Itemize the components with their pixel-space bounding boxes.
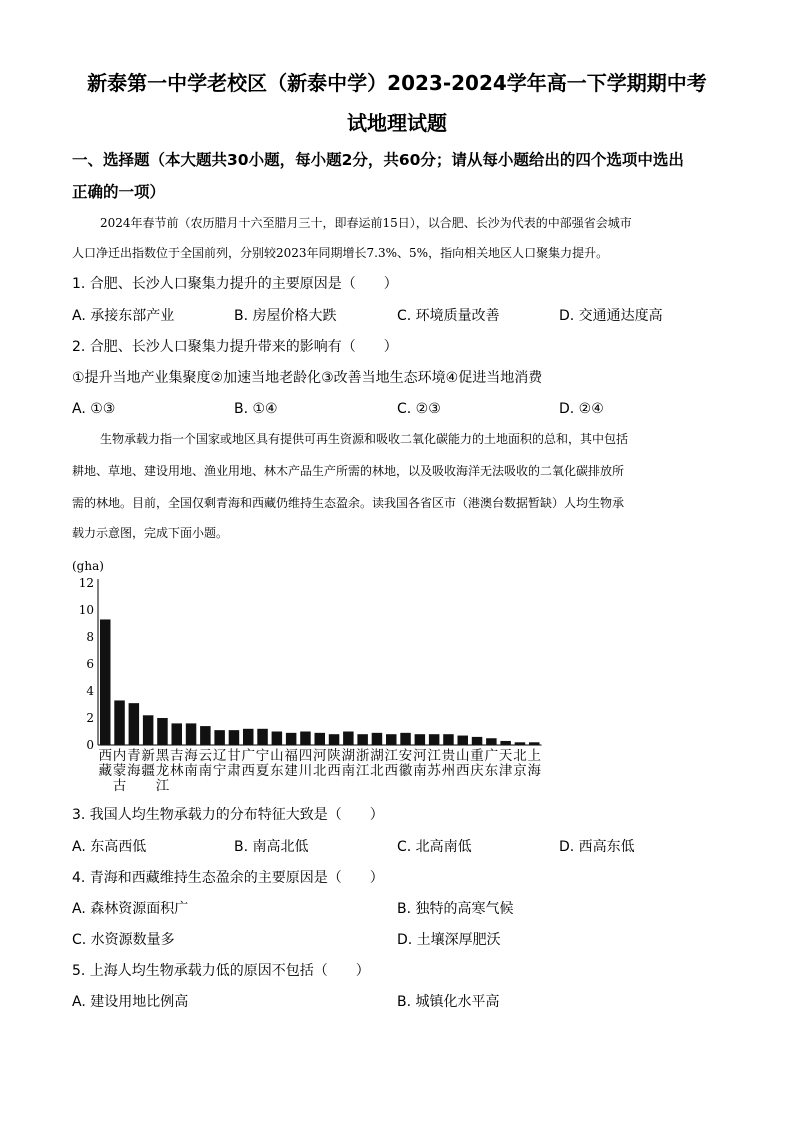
x-tick-label-char: 夏 <box>255 763 270 779</box>
q1-option-d[interactable]: D. 交通通达度高 <box>559 308 663 324</box>
q2-stem: 2. 合肥、长沙人口聚集力提升带来的影响有（ ） <box>72 339 398 355</box>
q5-stem: 5. 上海人均生物承载力低的原因不包括（ ） <box>72 963 370 979</box>
q3-option-d[interactable]: D. 西高东低 <box>559 839 635 855</box>
x-tick-label-char: 藏 <box>98 763 112 779</box>
x-tick-label-char: 辽 <box>212 748 227 764</box>
x-tick-label-char: 上 <box>527 748 541 764</box>
x-tick-label-char: 广 <box>241 748 255 764</box>
bar <box>172 723 183 745</box>
y-tick-label: 4 <box>86 684 94 698</box>
y-tick-label: 2 <box>86 711 94 725</box>
bar <box>486 738 497 745</box>
x-tick-label-char: 东 <box>270 763 284 779</box>
q3-option-b[interactable]: B. 南高北低 <box>234 839 309 855</box>
x-tick-label-char: 北 <box>513 748 527 764</box>
x-tick-label-char: 广 <box>484 748 499 764</box>
x-tick-label-char: 京 <box>513 763 527 779</box>
y-tick-label: 8 <box>86 630 94 644</box>
bar <box>186 723 197 745</box>
x-tick-label-char: 浙 <box>355 748 370 764</box>
x-tick-label-char: 徽 <box>398 763 413 779</box>
bar <box>515 742 526 745</box>
bar <box>272 732 283 746</box>
bar <box>357 734 368 745</box>
exam-title-line1: 新泰第一中学老校区（新泰中学）2023-2024学年高一下学期期中考 <box>87 71 707 95</box>
y-tick-label: 12 <box>78 576 94 590</box>
x-tick-label-char: 四 <box>298 748 313 764</box>
bar <box>257 729 268 745</box>
q4-options-row1 <box>72 899 732 919</box>
x-tick-label-char: 福 <box>284 748 298 764</box>
q2-option-d[interactable]: D. ②④ <box>559 401 604 417</box>
x-tick-label-char: 南 <box>198 763 213 779</box>
x-tick-label-char: 北 <box>370 763 384 779</box>
bar <box>415 734 426 745</box>
bar <box>129 703 140 745</box>
x-tick-label-char: 江 <box>155 778 170 794</box>
section-heading-line1: 一、选择题（本大题共30小题，每小题2分，共60分；请从每小题给出的四个选项中选出 <box>72 151 684 169</box>
x-tick-label-char: 内 <box>112 748 127 764</box>
x-tick-label-char: 江 <box>427 748 441 764</box>
q2-option-b[interactable]: B. ①④ <box>234 401 278 417</box>
bar <box>343 732 354 746</box>
bar <box>286 733 297 745</box>
q5-option-a[interactable]: A. 建设用地比例高 <box>72 994 189 1010</box>
x-tick-label-char: 甘 <box>227 748 241 764</box>
x-tick-label-char: 安 <box>398 748 413 764</box>
q2-option-a[interactable]: A. ①③ <box>72 401 116 417</box>
x-tick-label-char: 宁 <box>255 748 270 764</box>
x-tick-label-char: 天 <box>498 748 513 764</box>
x-tick-label-char: 西 <box>327 763 341 779</box>
bar <box>214 730 225 745</box>
q3-stem: 3. 我国人均生物承载力的分布特征大致是（ ） <box>72 807 384 823</box>
bar <box>386 734 397 745</box>
x-tick-label-char: 肃 <box>227 763 241 779</box>
bar <box>114 700 125 745</box>
bar <box>500 741 511 745</box>
x-tick-label-char: 海 <box>527 763 541 779</box>
bar <box>329 734 340 745</box>
bar <box>400 733 411 745</box>
x-tick-label-char: 川 <box>298 763 313 779</box>
x-tick-label-char: 海 <box>127 763 141 779</box>
y-tick-label: 0 <box>86 738 94 752</box>
bar <box>157 718 168 745</box>
x-tick-label-char: 江 <box>355 763 370 779</box>
passage2-line4: 载力示意图，完成下面小题。 <box>72 526 229 540</box>
bar <box>300 732 311 746</box>
x-tick-label-char: 海 <box>184 748 198 764</box>
x-tick-label-char: 重 <box>470 748 484 764</box>
passage2-line1 <box>72 424 732 456</box>
biocapacity-bar-chart <box>68 556 541 802</box>
x-tick-label-char: 西 <box>98 748 112 764</box>
q4-option-c[interactable]: C. 水资源数量多 <box>72 932 175 948</box>
q4-option-b[interactable]: B. 独特的高寒气候 <box>397 901 514 917</box>
x-tick-label-char: 湖 <box>370 748 384 764</box>
q1-option-c[interactable]: C. 环境质量改善 <box>397 308 500 324</box>
x-tick-label-char: 青 <box>127 748 141 764</box>
passage1-line1-text: 2024年春节前（农历腊月十六至腊月三十，即春运前15日），以合肥、长沙为代表的中部强省会城市 <box>100 216 632 230</box>
bar <box>200 726 211 745</box>
x-tick-label-char: 东 <box>484 763 499 779</box>
x-tick-label-char: 宁 <box>212 763 227 779</box>
passage2-line1-text: 生物承载力指一个国家或地区具有提供可再生资源和吸收二氧化碳能力的土地面积的总和，其中包括 <box>100 432 629 446</box>
x-tick-label-char: 新 <box>141 748 155 764</box>
x-tick-label-char: 山 <box>270 748 284 764</box>
x-tick-label-char: 疆 <box>141 763 155 779</box>
bar <box>100 619 111 745</box>
bar <box>472 737 483 745</box>
passage2-line2: 耕地、草地、建设用地、渔业用地、林木产品生产所需的林地，以及吸收海洋无法吸收的二氧化碳排放所 <box>72 464 625 478</box>
x-tick-label-char: 蒙 <box>112 763 127 779</box>
x-tick-label-char: 河 <box>313 748 327 764</box>
bar <box>143 715 154 745</box>
y-axis-unit-label: (gha) <box>72 559 104 573</box>
x-tick-label-char: 陕 <box>327 748 341 764</box>
y-tick-label: 10 <box>78 603 94 617</box>
x-tick-label-char: 津 <box>498 763 513 779</box>
x-tick-label-char: 南 <box>184 763 198 779</box>
q4-stem: 4. 青海和西藏维持生态盈余的主要原因是（ ） <box>72 870 384 886</box>
bar <box>229 730 240 745</box>
x-tick-label-char: 黑 <box>155 748 170 764</box>
q3-option-a[interactable]: A. 东高西低 <box>72 839 147 855</box>
q4-option-a[interactable]: A. 森林资源面积广 <box>72 901 189 917</box>
x-tick-label-char: 南 <box>413 763 427 779</box>
x-tick-label-char: 龙 <box>155 763 170 779</box>
x-tick-label-char: 建 <box>284 763 298 779</box>
section-heading-line2: 正确的一项） <box>72 183 166 201</box>
exam-title-line2: 试地理试题 <box>347 111 447 135</box>
q1-option-b[interactable]: B. 房屋价格大跌 <box>234 308 337 324</box>
x-tick-label-char: 州 <box>441 763 456 779</box>
x-tick-label-char: 庆 <box>470 763 484 779</box>
y-tick-label: 6 <box>86 657 94 671</box>
x-tick-label-char: 吉 <box>170 748 184 764</box>
x-tick-label-char: 西 <box>241 763 255 779</box>
q1-options <box>72 306 732 326</box>
x-tick-label-char: 山 <box>456 748 470 764</box>
x-tick-label-char: 湖 <box>341 748 356 764</box>
q5-option-b[interactable]: B. 城镇化水平高 <box>397 994 500 1010</box>
bar <box>443 734 454 745</box>
x-tick-label-char: 河 <box>413 748 427 764</box>
q3-option-c[interactable]: C. 北高南低 <box>397 839 472 855</box>
x-tick-label-char: 云 <box>198 748 213 764</box>
q5-options <box>72 992 732 1012</box>
q1-stem: 1. 合肥、长沙人口聚集力提升的主要原因是（ ） <box>72 276 398 292</box>
x-tick-label-char: 苏 <box>427 763 441 779</box>
bar <box>458 736 469 745</box>
bar <box>372 733 383 745</box>
x-tick-label-char: 北 <box>313 763 327 779</box>
passage1-line1 <box>72 208 732 240</box>
x-tick-label-char: 古 <box>112 778 127 794</box>
q2-option-c[interactable]: C. ②③ <box>397 401 441 417</box>
x-tick-label-char: 林 <box>170 763 184 779</box>
q2-options <box>72 399 732 419</box>
passage2-line3: 需的林地。目前，全国仅剩青海和西藏仍维持生态盈余。读我国各省区市（港澳台数据暂缺）人均生物承 <box>72 496 625 510</box>
x-tick-label-char: 贵 <box>441 748 456 764</box>
q3-options <box>72 837 732 857</box>
x-tick-label-char: 江 <box>384 748 398 764</box>
x-tick-label-char: 西 <box>384 763 398 779</box>
bar <box>243 729 254 745</box>
q2-statements: ①提升当地产业集聚度②加速当地老龄化③改善当地生态环境④促进当地消费 <box>72 370 543 386</box>
q4-options-row2 <box>72 930 732 950</box>
x-tick-label-char: 西 <box>456 763 470 779</box>
x-tick-label-char: 南 <box>341 763 356 779</box>
passage1-line2: 人口净迁出指数位于全国前列，分别较2023年同期增长7.3%、5%，指向相关地区人口聚集力提升。 <box>72 246 609 260</box>
bar <box>429 734 440 745</box>
bar <box>315 733 326 745</box>
q1-option-a[interactable]: A. 承接东部产业 <box>72 308 175 324</box>
bar <box>529 742 540 745</box>
q4-option-d[interactable]: D. 土壤深厚肥沃 <box>397 932 501 948</box>
